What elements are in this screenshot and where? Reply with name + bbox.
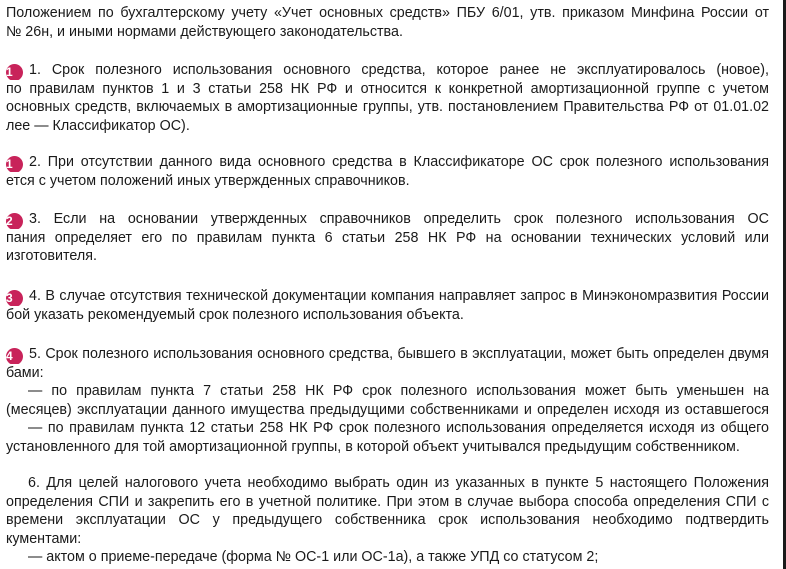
text-line	[6, 61, 769, 80]
text-run: 1. Срок полезного использования основного средства, которое ранее не эксплуатировалось (новое),	[29, 62, 769, 78]
text-line: бами:	[6, 364, 44, 381]
text-line	[6, 153, 769, 172]
text-line: лее — Классификатор ОС).	[6, 117, 190, 134]
text-line: определения СПИ и закрепить его в учетной политике. При этом в случае выбора способа определения СПИ с	[6, 493, 769, 510]
text-line: — актом о приеме-передаче (форма № ОС-1 или ОС-1а), а также УПД со статусом 2;	[28, 549, 599, 566]
text-line: № 26н, и иными нормами действующего законодательства.	[6, 23, 403, 40]
text-line: бой указать рекомендуемый срок полезного использования объекта.	[6, 306, 464, 323]
marker-badge: 4	[6, 348, 23, 364]
text-line: по правилам пунктов 1 и 3 статьи 258 НК РФ и относится к конкретной амортизационной группе с учетом	[6, 80, 769, 97]
paragraph-3	[6, 210, 769, 266]
text-line: установленного для той амортизационной группы, в которой объект учитывался предыдущим собственником.	[6, 438, 740, 455]
paragraph-1	[6, 61, 769, 135]
text-line: изготовителя.	[6, 248, 97, 265]
paragraph-2	[6, 153, 769, 190]
marker-badge: 3	[6, 290, 23, 306]
text-line: Положением по бухгалтерскому учету «Учет основных средств» ПБУ 6/01, утв. приказом Минфина России от	[6, 5, 769, 21]
text-line: (месяцев) эксплуатации данного имущества предыдущими собственниками и определен исходя из оставшегося	[6, 401, 769, 418]
text-line: ется с учетом положений иных утвержденных справочников.	[6, 172, 410, 189]
text-line	[6, 345, 769, 364]
text-line	[6, 210, 769, 229]
paragraph-4	[6, 287, 769, 324]
text-line: пания определяет его по правилам пункта 6 статьи 258 НК РФ на основании технических условий или	[6, 229, 769, 246]
text-line: — по правилам пункта 7 статьи 258 НК РФ срок полезного использования может быть уменьшен на	[28, 383, 769, 400]
intro-paragraph	[6, 4, 769, 41]
text-run: 3. Если на основании утвержденных справочников определить срок полезного использования ОС	[29, 211, 769, 227]
marker-badge: 1	[6, 64, 23, 80]
text-line	[6, 287, 769, 306]
marker-badge: 1	[6, 156, 23, 172]
text-line: 6. Для целей налогового учета необходимо выбрать один из указанных в пункте 5 настоящего Положения	[28, 475, 769, 491]
paragraph-6	[6, 474, 769, 567]
text-line: основных средств, включаемых в амортизационные группы, утв. постановлением Правительства РФ от 01.01.02	[6, 99, 769, 116]
text-run: 5. Срок полезного использования основного средства, бывшего в эксплуатации, может быть определен двумя	[29, 346, 769, 362]
text-run: 4. В случае отсутствия технической документации компания направляет запрос в Минэкономразвития России	[29, 288, 769, 304]
text-run: 2. При отсутствии данного вида основного средства в Классификаторе ОС срок полезного использования	[29, 154, 769, 170]
marker-badge: 2	[6, 213, 23, 229]
text-line: кументами:	[6, 530, 82, 547]
paragraph-5	[6, 345, 769, 457]
text-line: — по правилам пункта 12 статьи 258 НК РФ срок полезного использования определяется исходя из общего	[28, 420, 769, 437]
text-line: времени эксплуатации ОС у предыдущего собственника срок использования необходимо подтвердить	[6, 512, 769, 529]
